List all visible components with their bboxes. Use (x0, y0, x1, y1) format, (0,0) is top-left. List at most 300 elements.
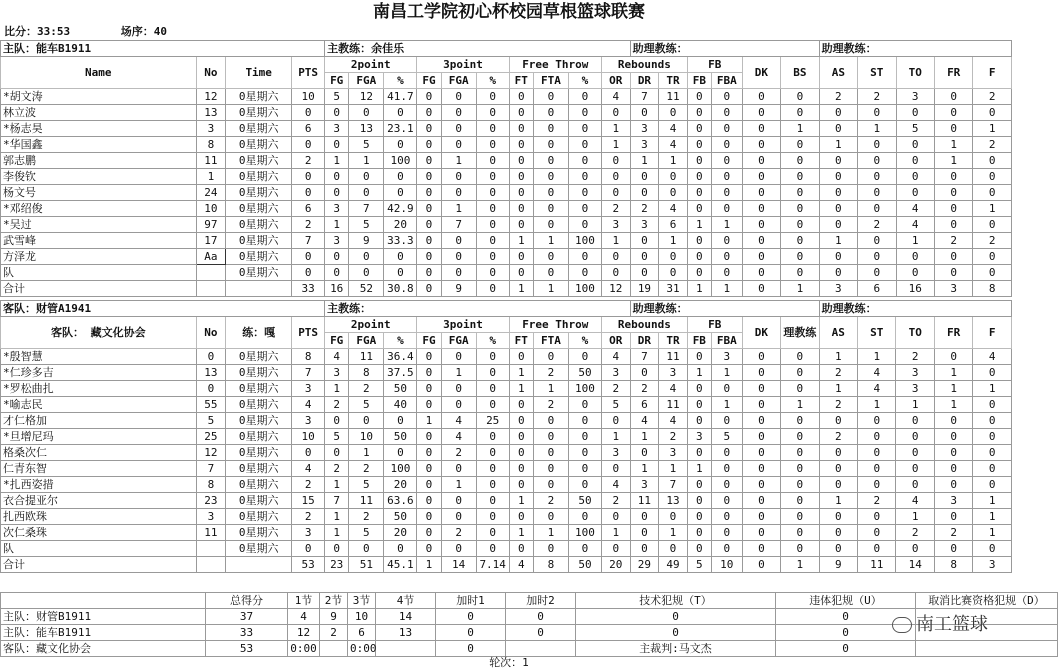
stat-cell: 0 (476, 509, 509, 525)
stat-cell: 1 (711, 281, 742, 297)
summary-col-2: 2节 (320, 593, 348, 609)
summary-cell: 13 (376, 625, 436, 641)
stat-cell: 3 (659, 365, 688, 381)
stat-cell: 0 (742, 477, 780, 493)
stat-cell: 0 (781, 217, 819, 233)
stat-cell: 23.1 (384, 121, 417, 137)
stat-cell: 3 (325, 121, 349, 137)
stat-cell: 0 (858, 509, 896, 525)
stat-cell: 0 (533, 217, 568, 233)
stat-cell: 0 (858, 461, 896, 477)
stat-cell: 0 (687, 185, 711, 201)
stat-cell: 0 (711, 445, 742, 461)
player-row (1, 381, 1012, 397)
stat-cell: 0 (417, 461, 441, 477)
stat-cell: 0 (417, 201, 441, 217)
summary-cell: 0 (506, 609, 576, 625)
player-row (1, 429, 1012, 445)
stat-cell: 0 (441, 137, 476, 153)
stat-cell: 3 (630, 477, 659, 493)
stat-cell: 0 (687, 349, 711, 365)
stat-cell: 0 (934, 105, 972, 121)
stat-cell: 0 (569, 397, 602, 413)
stat-cell: 5 (349, 137, 384, 153)
stat-cell: 0 (742, 249, 780, 265)
stat-cell: 3 (687, 429, 711, 445)
stat-cell: 5 (349, 477, 384, 493)
stat-cell: 2 (659, 429, 688, 445)
stat-cell: 0 (601, 541, 630, 557)
stat-cell: 0 (325, 445, 349, 461)
stat-cell: 50 (384, 381, 417, 397)
stat-cell: 0 (417, 233, 441, 249)
stat-cell: 2 (441, 445, 476, 461)
stat-cell: 0 (819, 445, 857, 461)
stat-cell: 0 (858, 265, 896, 281)
stat-cell: 0 (509, 429, 533, 445)
stat-cell: 0 (630, 365, 659, 381)
stat-cell: 0 (687, 493, 711, 509)
stat-cell: 0 (711, 541, 742, 557)
stat-cell: 0 (441, 89, 476, 105)
stat-cell: 0 (569, 201, 602, 217)
stat-cell: 11 (659, 349, 688, 365)
stat-cell: 0 (687, 265, 711, 281)
stat-cell: 3 (325, 201, 349, 217)
header-row (1, 57, 1012, 73)
stat-cell: 0 (417, 397, 441, 413)
summary-cell: 10 (348, 609, 376, 625)
stat-cell: 5 (349, 397, 384, 413)
stat-cell: 0 (781, 429, 819, 445)
summary-col-5: 加时1 (436, 593, 506, 609)
stat-cell: 3 (630, 121, 659, 137)
stat-cell: 1 (711, 397, 742, 413)
stat-cell: 0 (711, 121, 742, 137)
stat-cell: 0 (476, 541, 509, 557)
stat-cell: 10 (349, 429, 384, 445)
stat-cell: 1 (349, 153, 384, 169)
col-bs: 理教练 (781, 317, 819, 349)
stat-cell: 0 (934, 217, 972, 233)
stat-cell: 0星期六 (226, 477, 292, 493)
stat-cell: 1 (441, 153, 476, 169)
stat-cell: 0 (934, 541, 972, 557)
subcol-12: FB (687, 333, 711, 349)
summary-col-1: 1节 (288, 593, 320, 609)
player-name: 队 (1, 541, 197, 557)
player-name: *杨志昊 (1, 121, 197, 137)
stat-cell: 0 (509, 349, 533, 365)
summary-col-6: 加时2 (506, 593, 576, 609)
player-row (1, 493, 1012, 509)
stat-cell: 0 (417, 121, 441, 137)
stat-cell: 4 (601, 349, 630, 365)
stat-cell: 1 (973, 121, 1012, 137)
subcol-9: OR (601, 333, 630, 349)
stat-cell: 3 (934, 493, 972, 509)
stat-cell: 0 (569, 541, 602, 557)
stat-cell: 0 (292, 541, 325, 557)
stat-cell: 0 (742, 185, 780, 201)
summary-col-9: 取消比赛资格犯规（D） (916, 593, 1058, 609)
summary-col-4: 4节 (376, 593, 436, 609)
assistant-coach: 助理教练： (630, 301, 819, 317)
stat-cell: 0 (711, 201, 742, 217)
stat-cell: 2 (601, 201, 630, 217)
summary-col-8: 违体犯规（U） (776, 593, 916, 609)
player-name: 队 (1, 265, 197, 281)
stat-cell: 1 (934, 365, 972, 381)
stat-cell: 4 (858, 381, 896, 397)
stat-cell: 3 (711, 349, 742, 365)
stat-cell: 24 (196, 185, 226, 201)
stat-cell: 0 (742, 349, 780, 365)
stat-cell: 1 (858, 121, 896, 137)
stat-cell: 0 (858, 105, 896, 121)
subcol-8: % (569, 73, 602, 89)
player-row (1, 445, 1012, 461)
stat-cell: 63.6 (384, 493, 417, 509)
stat-cell: 0星期六 (226, 365, 292, 381)
stat-cell: 0 (630, 509, 659, 525)
stat-cell: 0 (476, 121, 509, 137)
stat-cell: 4 (896, 201, 934, 217)
stat-cell: 50 (569, 557, 602, 573)
player-name: *扎西姿措 (1, 477, 197, 493)
score: 比分：33:53 (4, 25, 71, 38)
stat-cell: 0 (533, 509, 568, 525)
stat-cell: 29 (630, 557, 659, 573)
summary-cell: 37 (206, 609, 288, 625)
stat-cell: 4 (659, 121, 688, 137)
stat-cell: 0 (476, 201, 509, 217)
stat-cell: 0 (509, 137, 533, 153)
stat-cell: 0 (687, 413, 711, 429)
stat-cell: 40 (384, 397, 417, 413)
subcol-0: FG (325, 73, 349, 89)
subcol-13: FBA (711, 333, 742, 349)
stat-cell: 0 (659, 509, 688, 525)
stat-cell: 0 (417, 249, 441, 265)
stat-cell: 0 (533, 429, 568, 445)
stat-cell: 0星期六 (226, 153, 292, 169)
stat-cell: 0 (476, 365, 509, 381)
subcol-0: FG (325, 333, 349, 349)
stat-cell: 0 (569, 509, 602, 525)
stat-cell: 0 (687, 381, 711, 397)
subcol-10: DR (630, 333, 659, 349)
player-row (1, 265, 1012, 281)
stat-cell: 0 (711, 169, 742, 185)
stat-cell: 0 (687, 137, 711, 153)
stat-cell: 0 (742, 201, 780, 217)
round-label: 轮次：1 (489, 656, 529, 669)
stat-cell: 1 (781, 281, 819, 297)
stat-cell: 0 (441, 349, 476, 365)
stat-cell: 0 (569, 249, 602, 265)
stat-cell: 0 (896, 477, 934, 493)
summary-cell: 9 (320, 609, 348, 625)
stat-cell: 1 (934, 397, 972, 413)
col-dk: DK (742, 57, 780, 89)
stat-cell: 0 (896, 249, 934, 265)
stat-cell: 0 (781, 493, 819, 509)
stat-cell: 9 (819, 557, 857, 573)
stat-cell: 0 (781, 233, 819, 249)
stat-cell: 1 (819, 381, 857, 397)
stat-cell: 0 (934, 89, 972, 105)
stat-cell: 5 (196, 413, 226, 429)
stat-cell: 37.5 (384, 365, 417, 381)
col-3point: 3point (417, 317, 509, 333)
stat-cell: 3 (659, 445, 688, 461)
stat-cell: 0 (819, 525, 857, 541)
stat-cell: 100 (569, 525, 602, 541)
watermark: 南工篮球 (892, 610, 988, 636)
stat-cell: 0 (687, 541, 711, 557)
stat-cell: 3 (630, 137, 659, 153)
stat-cell: 11 (659, 89, 688, 105)
player-row (1, 217, 1012, 233)
stat-cell: 2 (858, 89, 896, 105)
stat-cell: 0 (476, 429, 509, 445)
stat-cell: 1 (417, 557, 441, 573)
stat-cell: 0 (476, 89, 509, 105)
stat-cell: 0 (196, 349, 226, 365)
stat-cell: 4 (509, 557, 533, 573)
player-row (1, 233, 1012, 249)
stat-cell: 2 (292, 477, 325, 493)
summary-cell: 0 (576, 609, 776, 625)
stat-cell: 0 (533, 349, 568, 365)
stat-cell: 0 (711, 461, 742, 477)
player-name: 次仁桑珠 (1, 525, 197, 541)
stat-cell: 0 (687, 233, 711, 249)
stat-cell: 3 (292, 525, 325, 541)
stat-cell: 3 (934, 281, 972, 297)
stat-cell: 7 (349, 201, 384, 217)
stat-cell: 0 (349, 541, 384, 557)
stat-cell: 2 (858, 217, 896, 233)
total-row (1, 557, 1012, 573)
stat-cell: 1 (417, 413, 441, 429)
stat-cell: 100 (384, 461, 417, 477)
player-row (1, 397, 1012, 413)
stat-cell: 0 (349, 249, 384, 265)
stat-cell: 5 (687, 557, 711, 573)
stat-cell: 0 (417, 445, 441, 461)
stat-cell: 0 (630, 445, 659, 461)
stat-cell: 0 (533, 477, 568, 493)
stat-cell: 0 (819, 105, 857, 121)
stat-cell: 0 (417, 541, 441, 557)
stat-cell: 7 (292, 365, 325, 381)
stat-cell: 0星期六 (226, 349, 292, 365)
summary-cell: 0:00 (288, 641, 320, 657)
col-st: ST (858, 57, 896, 89)
stat-cell: 1 (601, 525, 630, 541)
stat-cell: 0 (934, 185, 972, 201)
game-number: 场序：40 (120, 25, 167, 38)
stat-cell: 2 (630, 201, 659, 217)
col-no: No (196, 57, 226, 89)
subcol-1: FGA (349, 333, 384, 349)
stat-cell: 0 (819, 541, 857, 557)
stat-cell: 0 (896, 265, 934, 281)
stat-cell: 0 (384, 413, 417, 429)
stat-cell: 50 (569, 365, 602, 381)
stat-cell: 0 (858, 137, 896, 153)
stat-cell: 12 (601, 281, 630, 297)
summary-col-7: 技术犯规（T） (576, 593, 776, 609)
stat-cell: 0 (509, 477, 533, 493)
stat-cell: 0 (711, 477, 742, 493)
stat-cell: 7 (325, 493, 349, 509)
stat-cell: 4 (292, 461, 325, 477)
stat-cell: 0 (687, 89, 711, 105)
stat-cell: 0 (569, 137, 602, 153)
stat-cell: 0 (781, 509, 819, 525)
subcol-8: % (569, 333, 602, 349)
stat-cell: 0 (742, 413, 780, 429)
stat-cell: 0 (509, 201, 533, 217)
stat-cell: 1 (601, 233, 630, 249)
stat-cell: 1 (509, 365, 533, 381)
stat-cell: 1 (630, 153, 659, 169)
stat-cell: 0 (973, 169, 1012, 185)
stat-cell: 0 (292, 185, 325, 201)
summary-team: 主队：财管B1911 (1, 609, 206, 625)
stat-cell: 0星期六 (226, 169, 292, 185)
stat-cell: 2 (934, 233, 972, 249)
col-3point: 3point (417, 57, 509, 73)
summary-cell: 0 (776, 625, 916, 641)
stat-cell: 0 (601, 249, 630, 265)
stat-cell: 2 (896, 525, 934, 541)
stat-cell: 1 (325, 153, 349, 169)
stat-cell: 0 (687, 121, 711, 137)
stat-cell: 8 (533, 557, 568, 573)
stat-cell: 8 (292, 349, 325, 365)
stat-cell: 0 (742, 89, 780, 105)
stat-cell: 3 (292, 381, 325, 397)
stat-cell: 7.14 (476, 557, 509, 573)
stat-cell: 0 (934, 249, 972, 265)
stat-cell: 0 (781, 525, 819, 541)
stat-cell: 33 (292, 281, 325, 297)
stat-cell: 0 (476, 185, 509, 201)
col-to: TO (896, 57, 934, 89)
subcol-6: FT (509, 73, 533, 89)
stat-cell: 9 (441, 281, 476, 297)
total-row (1, 281, 1012, 297)
stat-cell: 4 (659, 137, 688, 153)
stat-cell: 0 (973, 429, 1012, 445)
stat-cell: 6 (292, 201, 325, 217)
stat-cell: 0 (687, 201, 711, 217)
stat-cell: 5 (349, 217, 384, 233)
stat-cell: 0 (384, 445, 417, 461)
stat-cell: 11 (659, 397, 688, 413)
stat-cell: 3 (292, 413, 325, 429)
stat-cell: 0 (687, 525, 711, 541)
stat-cell: 0 (476, 525, 509, 541)
stat-cell: 0 (858, 169, 896, 185)
stat-cell: 0星期六 (226, 541, 292, 557)
stat-cell: 0 (509, 169, 533, 185)
stat-cell: 0 (569, 105, 602, 121)
stat-cell: 4 (659, 413, 688, 429)
stat-cell: 11 (630, 493, 659, 509)
player-name: 方泽龙 (1, 249, 197, 265)
stat-cell: 0 (630, 265, 659, 281)
stat-cell: 1 (781, 121, 819, 137)
stat-cell: 3 (630, 217, 659, 233)
stat-cell: 2 (934, 525, 972, 541)
stat-cell: 7 (292, 233, 325, 249)
stat-cell: 0 (973, 105, 1012, 121)
player-row (1, 541, 1012, 557)
stat-cell: 0 (781, 169, 819, 185)
stat-cell: 0 (630, 185, 659, 201)
stat-cell: 0星期六 (226, 413, 292, 429)
stat-cell: 1 (934, 137, 972, 153)
stat-cell: 0 (476, 153, 509, 169)
stat-cell: 0 (687, 153, 711, 169)
subcol-11: TR (659, 73, 688, 89)
player-row (1, 169, 1012, 185)
summary-cell: 0 (436, 641, 506, 657)
col-as: AS (819, 57, 857, 89)
player-name: *胡文涛 (1, 89, 197, 105)
team-name: 主队：能车B1911 (1, 41, 325, 57)
stat-cell: 20 (384, 217, 417, 233)
stat-cell: 2 (973, 233, 1012, 249)
stat-cell: 0 (742, 525, 780, 541)
stat-cell: 0 (934, 265, 972, 281)
stat-cell: 0 (742, 381, 780, 397)
player-name: 合计 (1, 557, 197, 573)
stat-cell: 4 (441, 429, 476, 445)
player-row (1, 105, 1012, 121)
stat-cell: 0 (384, 265, 417, 281)
stat-cell: 3 (601, 217, 630, 233)
stat-cell: 0 (819, 217, 857, 233)
stat-cell: 0 (533, 201, 568, 217)
stat-cell: 0 (819, 413, 857, 429)
stat-cell: 0 (819, 461, 857, 477)
player-name: 才仁格加 (1, 413, 197, 429)
stat-cell: 0 (781, 381, 819, 397)
stat-cell: 0 (781, 201, 819, 217)
stat-cell: 0 (973, 461, 1012, 477)
stat-cell: 0 (533, 445, 568, 461)
stat-cell: 0 (781, 265, 819, 281)
stat-cell: 0 (687, 445, 711, 461)
player-name: *喻志民 (1, 397, 197, 413)
stat-cell: 13 (196, 365, 226, 381)
stat-cell: 16 (325, 281, 349, 297)
stat-cell: 0 (781, 105, 819, 121)
stat-cell: 0 (509, 509, 533, 525)
player-name: 武雪峰 (1, 233, 197, 249)
stat-cell: 0 (417, 509, 441, 525)
stat-cell: 0 (659, 185, 688, 201)
stat-cell: 0 (509, 461, 533, 477)
stat-cell: 13 (349, 121, 384, 137)
stat-cell: 1 (659, 525, 688, 541)
